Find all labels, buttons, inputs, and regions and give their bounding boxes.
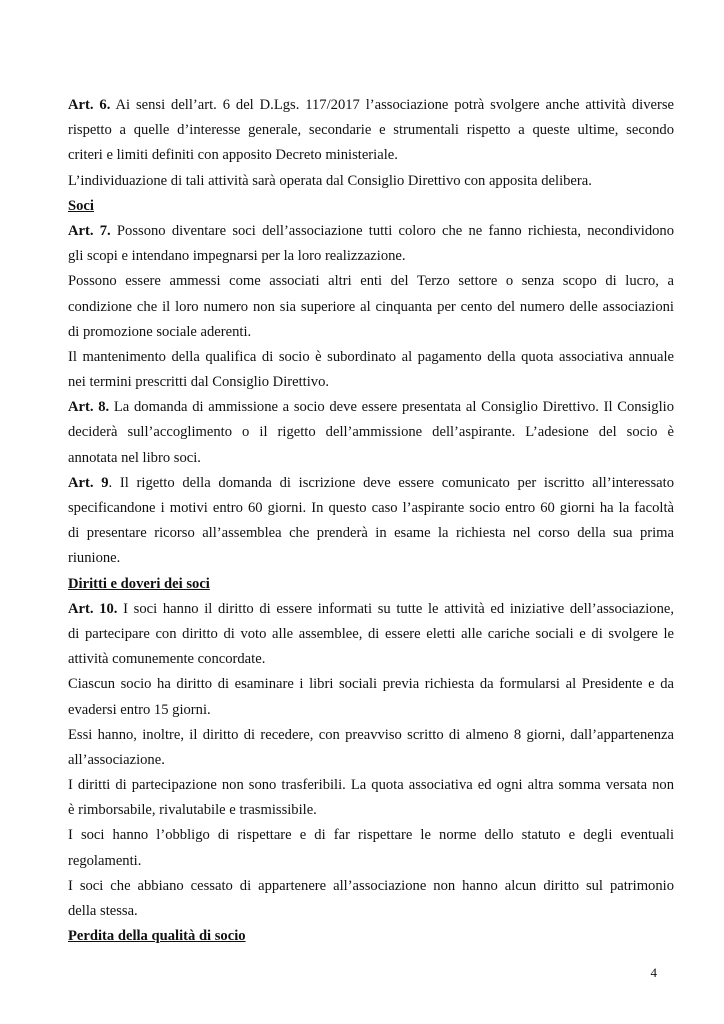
line-text: Il mantenimento della qualifica di socio è subordinato al pagamento della quota associativa annuale (68, 348, 674, 365)
line-text: è rimborsabile, rivalutabile e trasmissibile. (68, 802, 317, 819)
paragraph (68, 169, 674, 194)
article-paragraph (68, 471, 674, 572)
text-line (68, 118, 674, 143)
article-label: Art. 10. (68, 600, 118, 617)
line-text: di presentare ricorso all’assemblea che prenderà in esame la richiesta nel corso della sua prima (68, 525, 674, 542)
article-label: Art. 9 (68, 474, 109, 491)
text-line (68, 93, 674, 118)
article-label: Art. 8. (68, 399, 110, 416)
text-line (68, 874, 674, 899)
text-line (68, 496, 674, 521)
line-text: Possono diventare soci dell’associazione tutti coloro che ne fanno richiesta, necondividono (110, 222, 675, 239)
line-text: di partecipare con diritto di voto alle assemblee, di essere eletti alle cariche sociali e di svolgere le (68, 625, 674, 642)
article-paragraph (68, 93, 674, 169)
text-line (68, 219, 674, 244)
line-text: L’individuazione di tali attività sarà operata dal Consiglio Direttivo con apposita delibera. (68, 172, 592, 189)
article-paragraph (68, 597, 674, 673)
document-page (68, 93, 674, 949)
section-heading-text: Perdita della qualità di socio (68, 928, 246, 945)
text-line (68, 420, 674, 445)
text-line (68, 169, 674, 194)
line-text: La domanda di ammissione a socio deve essere presentata al Consiglio Direttivo. Il Consiglio (109, 399, 674, 416)
section-heading (68, 924, 674, 949)
line-text: gli scopi e intendano impegnarsi per la loro realizzazione. (68, 248, 406, 265)
text-line (68, 320, 674, 345)
article-paragraph (68, 395, 674, 471)
line-text: . Il rigetto della domanda di iscrizione deve essere comunicato per iscritto all’interessato (108, 474, 674, 491)
text-line (68, 597, 674, 622)
text-line (68, 672, 674, 697)
article-paragraph (68, 219, 674, 269)
line-text: specificandone i motivi entro 60 giorni. In questo caso l’aspirante socio entro 60 giorni ha la facoltà (68, 500, 674, 516)
text-line (68, 748, 674, 773)
text-line (68, 622, 674, 647)
paragraph (68, 823, 674, 873)
text-line (68, 773, 674, 798)
paragraph (68, 773, 674, 823)
text-line (68, 370, 674, 395)
text-line (68, 698, 674, 723)
line-text: I soci hanno l’obbligo di rispettare e di far rispettare le norme dello statuto e degli eventuali (68, 827, 674, 844)
section-heading-text: Diritti e doveri dei soci (68, 575, 210, 592)
text-line (68, 446, 674, 471)
page-number: 4 (650, 965, 657, 980)
line-text: condizione che il loro numero non sia superiore al cinquanta per cento del numero delle associazioni (68, 298, 674, 315)
section-heading (68, 194, 674, 219)
text-line (68, 647, 674, 672)
line-text: Ciascun socio ha diritto di esaminare i libri sociali previa richiesta da formularsi al Presidente e da (68, 676, 674, 693)
text-line (68, 849, 674, 874)
article-label: Art. 6. (68, 97, 111, 113)
line-text: attività comunemente concordate. (68, 651, 266, 668)
paragraph (68, 723, 674, 773)
text-line (68, 244, 674, 269)
line-text: annotata nel libro soci. (68, 449, 201, 466)
text-line (68, 269, 674, 294)
line-text: evadersi entro 15 giorni. (68, 701, 211, 718)
text-line (68, 295, 674, 320)
text-line (68, 798, 674, 823)
paragraph (68, 874, 674, 924)
line-text: all’associazione. (68, 751, 165, 768)
line-text: deciderà sull’accoglimento o il rigetto dell’ammissione dell’aspirante. L’adesione del socio è (68, 424, 674, 441)
line-text: criteri e limiti definiti con apposito Decreto ministeriale. (68, 147, 398, 164)
section-heading (68, 572, 674, 597)
section-heading-text: Soci (68, 197, 94, 214)
paragraph (68, 345, 674, 395)
line-text: di promozione sociale aderenti. (68, 323, 252, 340)
line-text: I diritti di partecipazione non sono trasferibili. La quota associativa ed ogni altra somma versata non (68, 777, 674, 794)
text-line (68, 395, 674, 420)
line-text: nei termini prescritti dal Consiglio Direttivo. (68, 374, 330, 391)
line-text: I soci che abbiano cessato di appartenere all’associazione non hanno alcun diritto sul patrimonio (68, 877, 674, 894)
text-line (68, 899, 674, 924)
text-line (68, 143, 674, 168)
line-text: Possono essere ammessi come associati altri enti del Terzo settore o senza scopo di lucro, a (68, 273, 674, 290)
line-text: Ai sensi dell’art. 6 del D.Lgs. 117/2017 l’associazione potrà svolgere anche attività diverse (110, 97, 674, 113)
text-line (68, 823, 674, 848)
text-line (68, 345, 674, 370)
line-text: della stessa. (68, 903, 138, 919)
text-line (68, 723, 674, 748)
paragraph (68, 672, 674, 722)
text-line (68, 546, 674, 571)
line-text: rispetto a quelle d’interesse generale, secondarie e strumentali rispetto a queste ultime, secondo (68, 122, 674, 139)
line-text: riunione. (68, 550, 121, 567)
text-line (68, 521, 674, 546)
paragraph (68, 269, 674, 345)
text-line (68, 471, 674, 496)
line-text: I soci hanno il diritto di essere informati su tutte le attività ed iniziative dell’associazione, (117, 600, 674, 617)
line-text: regolamenti. (68, 852, 142, 869)
article-label: Art. 7. (68, 222, 111, 239)
line-text: Essi hanno, inoltre, il diritto di recedere, con preavviso scritto di almeno 8 giorni, dall’appartenenza (68, 726, 674, 743)
